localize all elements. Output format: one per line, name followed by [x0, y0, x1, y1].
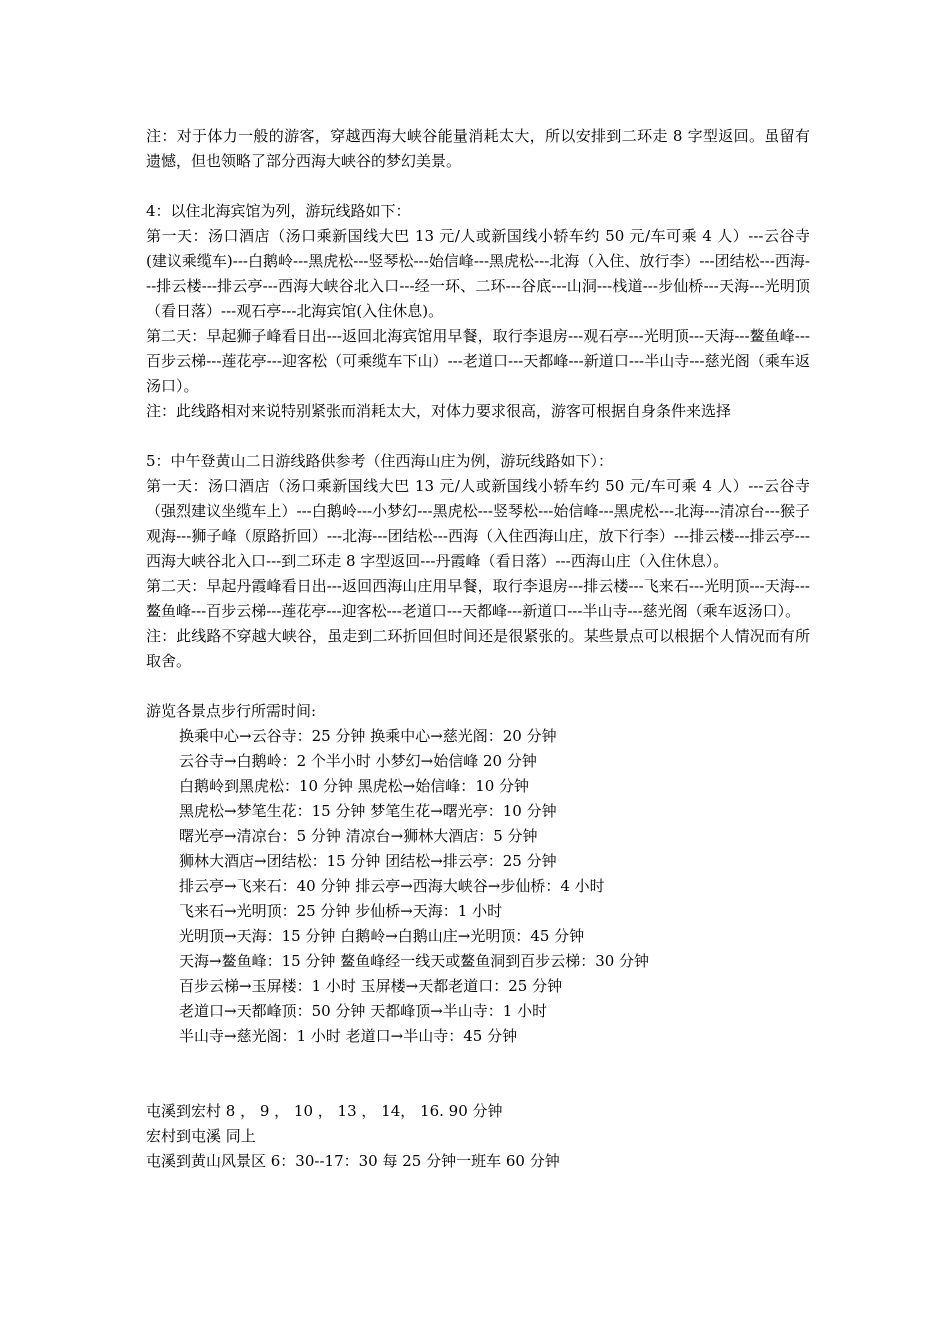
walking-time-row: 排云亭→飞来石：40 分钟 排云亭→西海大峡谷→步仙桥：4 小时 — [179, 877, 605, 895]
route4-note: 注：此线路相对来说特别紧张而消耗太大，对体力要求很高，游客可根据自身条件来选择 — [146, 402, 732, 420]
walking-time-row: 光明顶→天海：15 分钟 白鹅岭→白鹅山庄→光明顶：45 分钟 — [179, 927, 585, 945]
bus-line: 屯溪到黄山风景区 6：30--17：30 每 25 分钟一班车 60 分钟 — [146, 1152, 560, 1170]
walking-time-row: 黑虎松→梦笔生花：15 分钟 梦笔生花→曙光亭：10 分钟 — [179, 802, 557, 820]
walking-time-row: 半山寺→慈光阁：1 小时 老道口→半山寺：45 分钟 — [179, 1027, 518, 1045]
route4-day2: 第二天：早起狮子峰看日出---返回北海宾馆用早餐，取行李退房---观石亭---光明顶---天海---鳌鱼峰---百步云梯---莲花亭---迎客松（可乘缆车下山）---老道口---天都峰---新道口---半山寺---慈光阁（乘车返汤口）。 — [146, 327, 810, 395]
bus-line: 宏村到屯溪 同上 — [146, 1127, 256, 1145]
walking-time-row: 狮林大酒店→团结松：15 分钟 团结松→排云亭：25 分钟 — [179, 852, 557, 870]
route5-title: 5：中午登黄山二日游线路供参考（住西海山庄为例，游玩线路如下）： — [146, 452, 614, 470]
route5-day2: 第二天：早起丹霞峰看日出---返回西海山庄用早餐，取行李退房---排云楼---飞来石---光明顶---天海---鳌鱼峰---百步云梯---莲花亭---迎客松---老道口---天都峰---新道口---半山寺---慈光阁（乘车返汤口）。 — [146, 577, 810, 620]
spacer — [146, 1049, 810, 1099]
walking-times-section — [146, 699, 810, 1049]
walking-time-row: 百步云梯→玉屏楼：1 小时 玉屏楼→天都老道口：25 分钟 — [179, 977, 563, 995]
bus-line: 屯溪到宏村 8 ， 9 ， 10 ， 13 ， 14， 16. 90 分钟 — [146, 1102, 503, 1120]
document-page — [146, 124, 810, 1174]
spacer — [146, 674, 810, 699]
spacer — [146, 174, 810, 199]
walking-time-row: 飞来石→光明顶：25 分钟 步仙桥→天海：1 小时 — [179, 902, 503, 920]
walking-times-title: 游览各景点步行所需时间: — [146, 702, 317, 720]
spacer — [146, 424, 810, 449]
note-route3: 注：对于体力一般的游客，穿越西海大峡谷能量消耗太大，所以安排到二环走 8 字型返回。虽留有遗憾，但也领略了部分西海大峡谷的梦幻美景。 — [146, 127, 810, 170]
walking-time-row: 白鹅岭到黑虎松：10 分钟 黑虎松→始信峰：10 分钟 — [179, 777, 530, 795]
walking-time-row: 云谷寺→白鹅岭：2 个半小时 小梦幻→始信峰 20 分钟 — [179, 752, 537, 770]
route5-note: 注：此线路不穿越大峡谷，虽走到二环折回但时间还是很紧张的。某些景点可以根据个人情况而有所取舍。 — [146, 627, 810, 670]
walking-time-row: 换乘中心→云谷寺：25 分钟 换乘中心→慈光阁：20 分钟 — [179, 727, 557, 745]
walking-time-row: 老道口→天都峰顶：50 分钟 天都峰顶→半山寺：1 小时 — [179, 1002, 548, 1020]
route4-title: 4：以住北海宾馆为列，游玩线路如下： — [146, 202, 411, 220]
walking-time-row: 曙光亭→清凉台：5 分钟 清凉台→狮林大酒店：5 分钟 — [179, 827, 538, 845]
walking-time-row: 天海→鳌鱼峰：15 分钟 鳌鱼峰经一线天或鳌鱼洞到百步云梯：30 分钟 — [179, 952, 650, 970]
route4-day1: 第一天：汤口酒店（汤口乘新国线大巴 13 元/人或新国线小轿车约 50 元/车可乘 4 人）---云谷寺 (建议乘缆车)---白鹅岭---黑虎松---竖琴松---始信峰---黑虎松---北海（入住、放行李）---团结松---西海---排云楼---排云亭---西海大峡谷北入口---经一环、二环---谷底---山洞---栈道---步仙桥---天海---光明顶（看日落）---观石亭---北海宾馆(入住休息)。 — [146, 227, 810, 320]
route5-day1: 第一天：汤口酒店（汤口乘新国线大巴 13 元/人或新国线小轿车约 50 元/车可乘 4 人）---云谷寺（强烈建议坐缆车上）---白鹅岭---小梦幻---黑虎松---竖琴松---始信峰---黑虎松---北海---清凉台---猴子观海---狮子峰（原路折回）---北海---团结松---西海（入住西海山庄，放下行李）---排云楼---排云亭---西海大峡谷北入口---到二环走 8 字型返回---丹霞峰（看日落）---西海山庄（入住休息）。 — [146, 477, 810, 570]
